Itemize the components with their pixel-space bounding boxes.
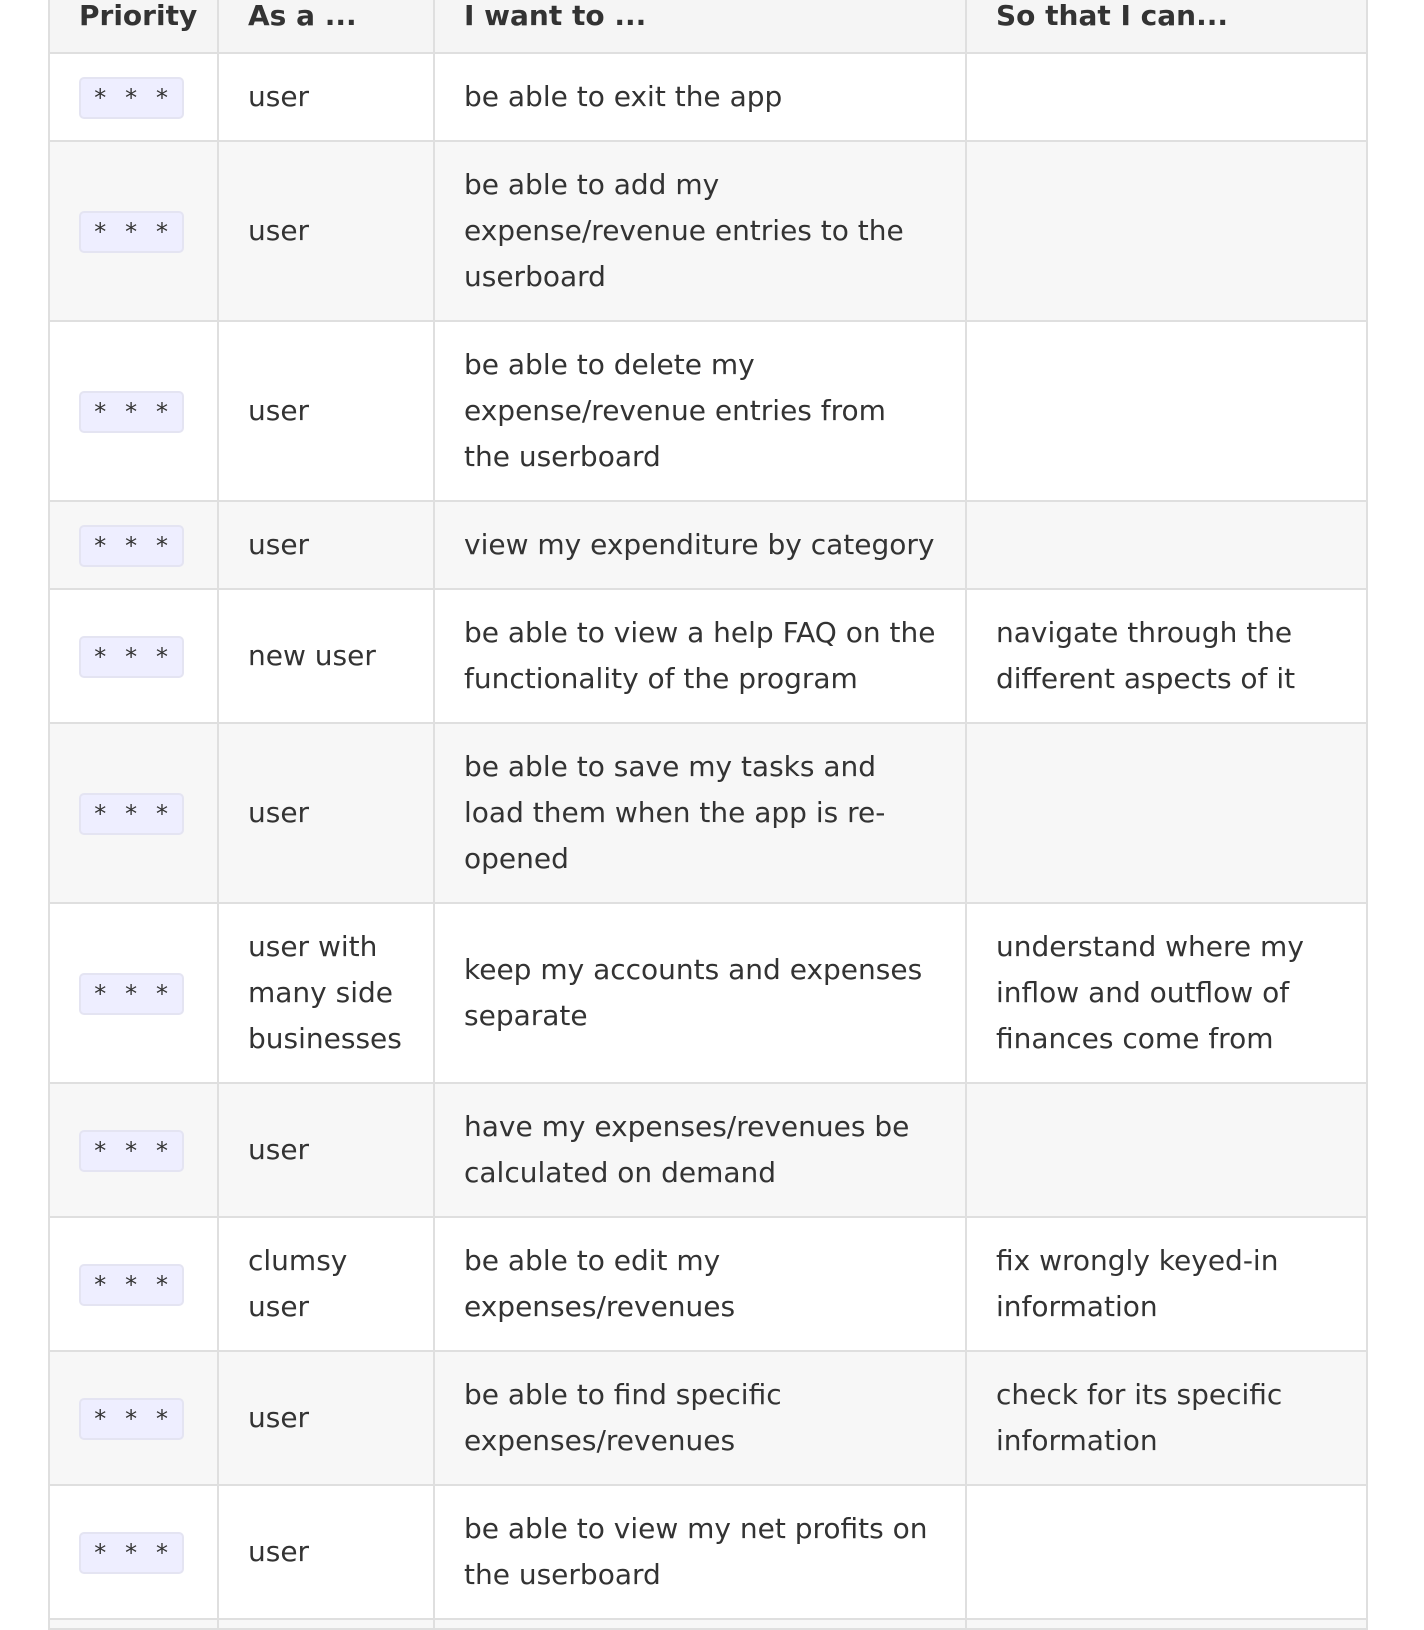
priority-cell [49, 1485, 218, 1619]
table-header-row [49, 0, 1367, 53]
want-cell: be able to exit the app [434, 53, 966, 141]
table-row [49, 1351, 1367, 1485]
priority-badge: * * * [79, 211, 184, 253]
so-that-cell: understand where my inflow and outflow of finances come from [966, 903, 1367, 1083]
priority-cell [49, 1083, 218, 1217]
as-a-cell: user [218, 1485, 434, 1619]
want-cell: keep my accounts and expenses separate [434, 903, 966, 1083]
table-row [49, 321, 1367, 501]
want-cell: be able to save my tasks and load them when the app is re-opened [434, 723, 966, 903]
header-so-that: So that I can... [966, 0, 1367, 53]
priority-badge: * * * [79, 793, 184, 835]
table-row [49, 53, 1367, 141]
want-cell: be able to delete my expense/revenue entries from the userboard [434, 321, 966, 501]
as-a-cell: user [218, 723, 434, 903]
want-cell: be able to view my net profits on the userboard [434, 1485, 966, 1619]
empty-cell [218, 1619, 434, 1629]
as-a-cell: user [218, 53, 434, 141]
so-that-cell [966, 1083, 1367, 1217]
priority-cell [49, 723, 218, 903]
table-row [49, 1217, 1367, 1351]
empty-cell [434, 1619, 966, 1629]
so-that-cell: fix wrongly keyed-in information [966, 1217, 1367, 1351]
as-a-cell: user with many side businesses [218, 903, 434, 1083]
so-that-cell [966, 53, 1367, 141]
so-that-cell: check for its specific information [966, 1351, 1367, 1485]
priority-cell [49, 501, 218, 589]
as-a-cell: clumsy user [218, 1217, 434, 1351]
as-a-cell: user [218, 1083, 434, 1217]
priority-cell [49, 1351, 218, 1485]
want-cell: be able to find specific expenses/revenues [434, 1351, 966, 1485]
as-a-cell: user [218, 321, 434, 501]
so-that-cell [966, 723, 1367, 903]
priority-badge: * * * [79, 1130, 184, 1172]
so-that-cell [966, 1485, 1367, 1619]
priority-badge: * * * [79, 1264, 184, 1306]
priority-cell [49, 903, 218, 1083]
table-row [49, 501, 1367, 589]
as-a-cell: user [218, 1351, 434, 1485]
empty-cell [966, 1619, 1367, 1629]
priority-badge: * * * [79, 973, 184, 1015]
empty-cell [49, 1619, 218, 1629]
header-i-want-to: I want to ... [434, 0, 966, 53]
table-row [49, 723, 1367, 903]
table-row [49, 589, 1367, 723]
so-that-cell [966, 141, 1367, 321]
want-cell: view my expenditure by category [434, 501, 966, 589]
as-a-cell: user [218, 141, 434, 321]
priority-badge: * * * [79, 525, 184, 567]
table-row [49, 1485, 1367, 1619]
header-as-a: As a ... [218, 0, 434, 53]
as-a-cell: new user [218, 589, 434, 723]
priority-cell [49, 1217, 218, 1351]
priority-badge: * * * [79, 1532, 184, 1574]
header-priority: Priority [49, 0, 218, 53]
priority-badge: * * * [79, 77, 184, 119]
priority-badge: * * * [79, 391, 184, 433]
table-row [49, 903, 1367, 1083]
priority-badge: * * * [79, 1398, 184, 1440]
want-cell: be able to add my expense/revenue entries to the userboard [434, 141, 966, 321]
priority-cell [49, 589, 218, 723]
table-row [49, 141, 1367, 321]
user-stories-table-container [48, 0, 1366, 1630]
so-that-cell [966, 321, 1367, 501]
so-that-cell [966, 501, 1367, 589]
user-stories-table [48, 0, 1368, 1630]
want-cell: be able to edit my expenses/revenues [434, 1217, 966, 1351]
priority-cell [49, 53, 218, 141]
want-cell: be able to view a help FAQ on the functionality of the program [434, 589, 966, 723]
priority-cell [49, 141, 218, 321]
table-row-partial [49, 1619, 1367, 1629]
as-a-cell: user [218, 501, 434, 589]
priority-badge: * * * [79, 636, 184, 678]
table-row [49, 1083, 1367, 1217]
so-that-cell: navigate through the different aspects of it [966, 589, 1367, 723]
want-cell: have my expenses/revenues be calculated on demand [434, 1083, 966, 1217]
priority-cell [49, 321, 218, 501]
